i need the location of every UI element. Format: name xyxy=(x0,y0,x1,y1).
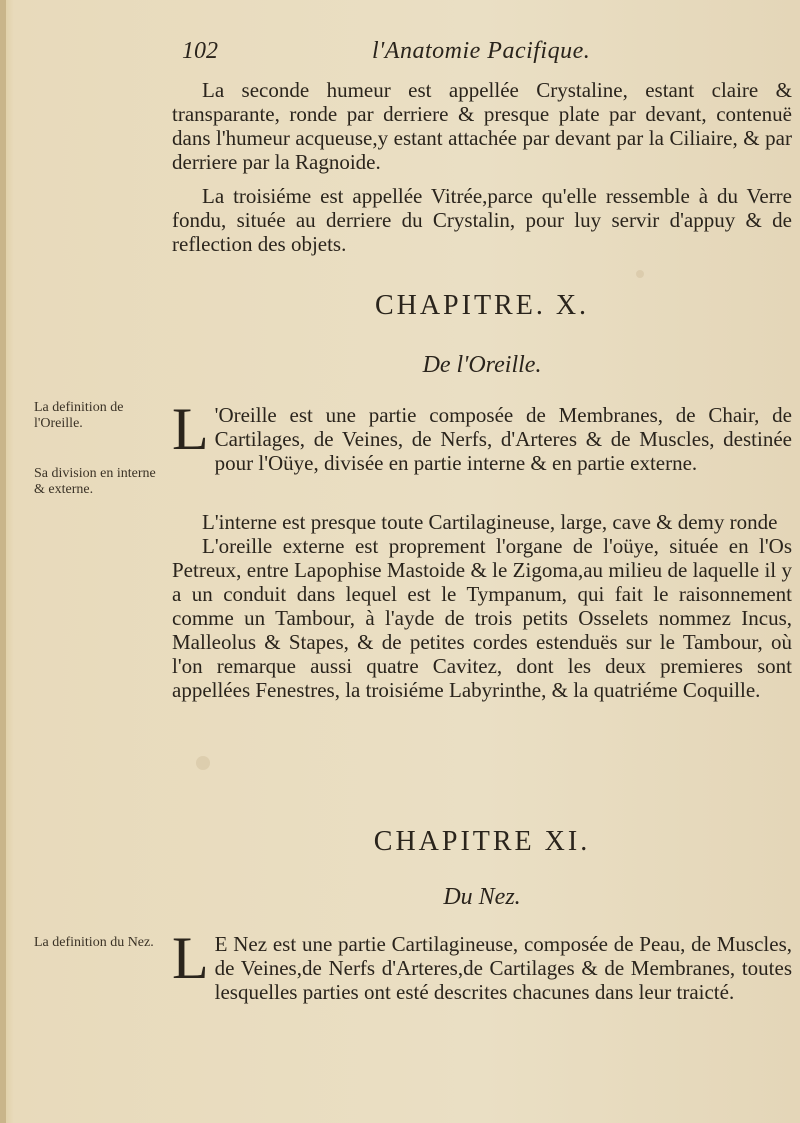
margin-note-division-oreille: Sa division en interne & externe. xyxy=(34,466,156,497)
paragraph-text: 'Oreille est une partie composée de Membranes, de Chair, de Cartilages, de Veines, de Nerfs, d'Arteres & de Muscles, destinée pour l'Oüye, divisée en partie interne & en partie externe. xyxy=(214,403,792,475)
chapter-10-body xyxy=(172,510,792,702)
chapter-10-subtitle: De l'Oreille. xyxy=(422,352,542,378)
paper-stain xyxy=(636,270,644,278)
page-number: 102 xyxy=(182,38,218,64)
running-title: l'Anatomie Pacifique. xyxy=(372,38,591,64)
drop-cap-letter: L xyxy=(172,396,209,462)
page-header xyxy=(182,38,772,70)
chapter-11-subtitle: Du Nez. xyxy=(443,884,521,910)
paragraph-crystaline xyxy=(172,78,792,174)
paragraph-text: E Nez est une partie Cartilagineuse, composée de Peau, de Muscles, de Veines,de Nerfs d'Arteres,de Cartilages & de Membranes, toutes lesquelles parties ont esté descrites chacunes dans leur traicté. xyxy=(214,932,792,1004)
paragraph-interne: L'interne est presque toute Cartilagineuse, large, cave & demy ronde xyxy=(202,510,778,534)
paragraph-text: La troisiéme est appellée Vitrée,parce qu'elle ressemble à du Verre fondu, située au derriere du Crystalin, pour luy servir d'appuy & de reflection des objets. xyxy=(172,184,792,256)
chapter-10-title: CHAPITRE. X. xyxy=(374,290,590,321)
paragraph-text: La seconde humeur est appellée Crystaline, estant claire & transparante, ronde par derriere & presque plate par devant, contenuë dans l'humeur acqueuse,y estant attachée par devant par la Ciliaire, & par derriere par la Ragnoide. xyxy=(172,78,792,174)
chapter-10-first-paragraph xyxy=(172,396,792,475)
paper-stain xyxy=(196,756,210,770)
margin-note-definition-nez: La definition du Nez. xyxy=(34,935,154,950)
paragraph-externe: L'oreille externe est proprement l'organe de l'oüye, située en l'Os Petreux, entre Lapophise Mastoide & le Zigoma,au milieu de laquelle il y a un conduit dans lequel est le Tympanum, qui fait le raisonnement comme un Tambour, à l'ayde de trois petits Osselets nommez Incus, Malleolus & Stapes, & de petites cordes estenduës sur le Tambour, où l'on remarque aussi quatre Cavitez, dont les deux premieres sont appellées Fenestres, la troisiéme Labyrinthe, & la quatriéme Coquille. xyxy=(172,534,792,702)
paragraph-vitree xyxy=(172,184,792,256)
margin-note-definition-oreille: La definition de l'Oreille. xyxy=(34,400,124,431)
drop-cap-letter: L xyxy=(172,925,209,991)
chapter-11-first-paragraph xyxy=(172,925,792,1004)
page-gutter-edge xyxy=(0,0,6,1123)
chapter-11-title: CHAPITRE XI. xyxy=(373,826,591,857)
